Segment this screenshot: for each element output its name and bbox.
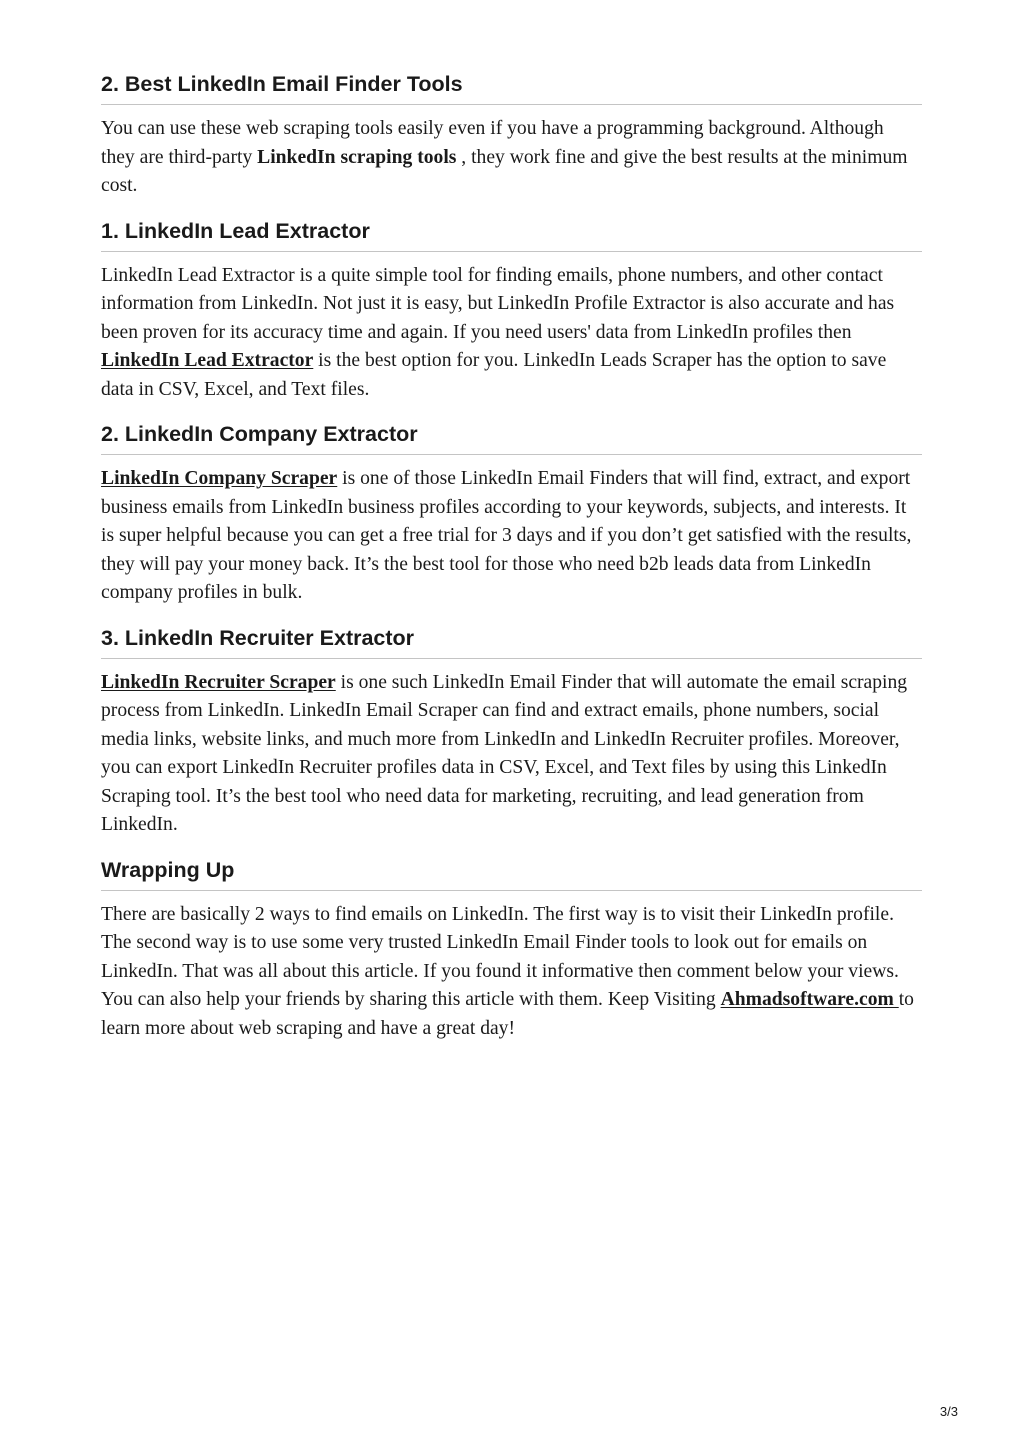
section-recruiter-extractor — [101, 624, 922, 840]
section-heading: 1. LinkedIn Lead Extractor — [101, 217, 922, 252]
section-lead-extractor — [101, 217, 922, 405]
paragraph-text: LinkedIn Lead Extractor is a quite simple tool for finding emails, phone numbers, and other contact information from LinkedIn. Not just it is easy, but LinkedIn Profile Extractor is also accurate and has been proven for its accuracy time and again. If you need users' data from LinkedIn profiles then — [101, 264, 895, 343]
article-content — [101, 70, 922, 1043]
company-scraper-link[interactable]: LinkedIn Company Scraper — [101, 468, 338, 489]
section-heading: 3. LinkedIn Recruiter Extractor — [101, 624, 922, 659]
ahmadsoftware-link[interactable]: Ahmadsoftware.com — [720, 989, 899, 1010]
page-number: 3/3 — [939, 1404, 958, 1419]
section-heading: 2. LinkedIn Company Extractor — [101, 420, 922, 455]
recruiter-scraper-link[interactable]: LinkedIn Recruiter Scraper — [101, 671, 336, 693]
section-company-extractor — [101, 420, 922, 608]
section-paragraph — [101, 115, 922, 201]
lead-extractor-link[interactable]: LinkedIn Lead Extractor — [101, 350, 314, 371]
paragraph-text: is one such LinkedIn Email Finder that will automate the email scraping process from LinkedIn. LinkedIn Email Scraper can find and extract emails, phone numbers, social media links, website links, and much more from LinkedIn and LinkedIn Recruiter profiles. Moreover, you can export LinkedIn Recruiter profiles data in CSV, Excel, and Text files by using this LinkedIn Scraping tool. It’s the best tool who need data for marketing, recruiting, and lead generation from LinkedIn. — [101, 671, 908, 835]
paragraph-text: There are basically 2 ways to find emails on LinkedIn. The first way is to visit their LinkedIn profile. The second way is to use some very trusted LinkedIn Email Finder tools to look out for emails on LinkedIn. That was all about this article. If you found it informative then comment below your views. You can also help your friends by sharing this article with them. Keep Visiting — [101, 903, 899, 1010]
paragraph-text: You can use these web scraping tools easily even if you have a programming background. Although they are third-party — [101, 118, 884, 168]
paragraph-text: , they work fine and give the best results at the minimum cost. — [101, 146, 908, 196]
paragraph-text: is one of those LinkedIn Email Finders that will find, extract, and export business emails from LinkedIn business profiles according to your keywords, subjects, and interests. It is super helpful because you can get a free trial for 3 days and if you don’t get satisfied with the results, they will pay your money back. It’s the best tool for those who need b2b leads data from LinkedIn company profiles in bulk. — [101, 468, 912, 603]
section-wrapping-up — [101, 856, 922, 1044]
section-paragraph — [101, 262, 922, 405]
section-heading: 2. Best LinkedIn Email Finder Tools — [101, 70, 922, 105]
section-heading: Wrapping Up — [101, 856, 922, 891]
section-paragraph — [101, 901, 922, 1044]
section-paragraph — [101, 669, 922, 840]
section-paragraph — [101, 465, 922, 608]
section-best-tools — [101, 70, 922, 201]
paragraph-text: is the best option for you. LinkedIn Leads Scraper has the option to save data in CSV, Excel, and Text files. — [101, 350, 887, 400]
bold-phrase: LinkedIn scraping tools — [257, 146, 457, 168]
paragraph-text: to learn more about web scraping and have a great day! — [101, 989, 914, 1039]
